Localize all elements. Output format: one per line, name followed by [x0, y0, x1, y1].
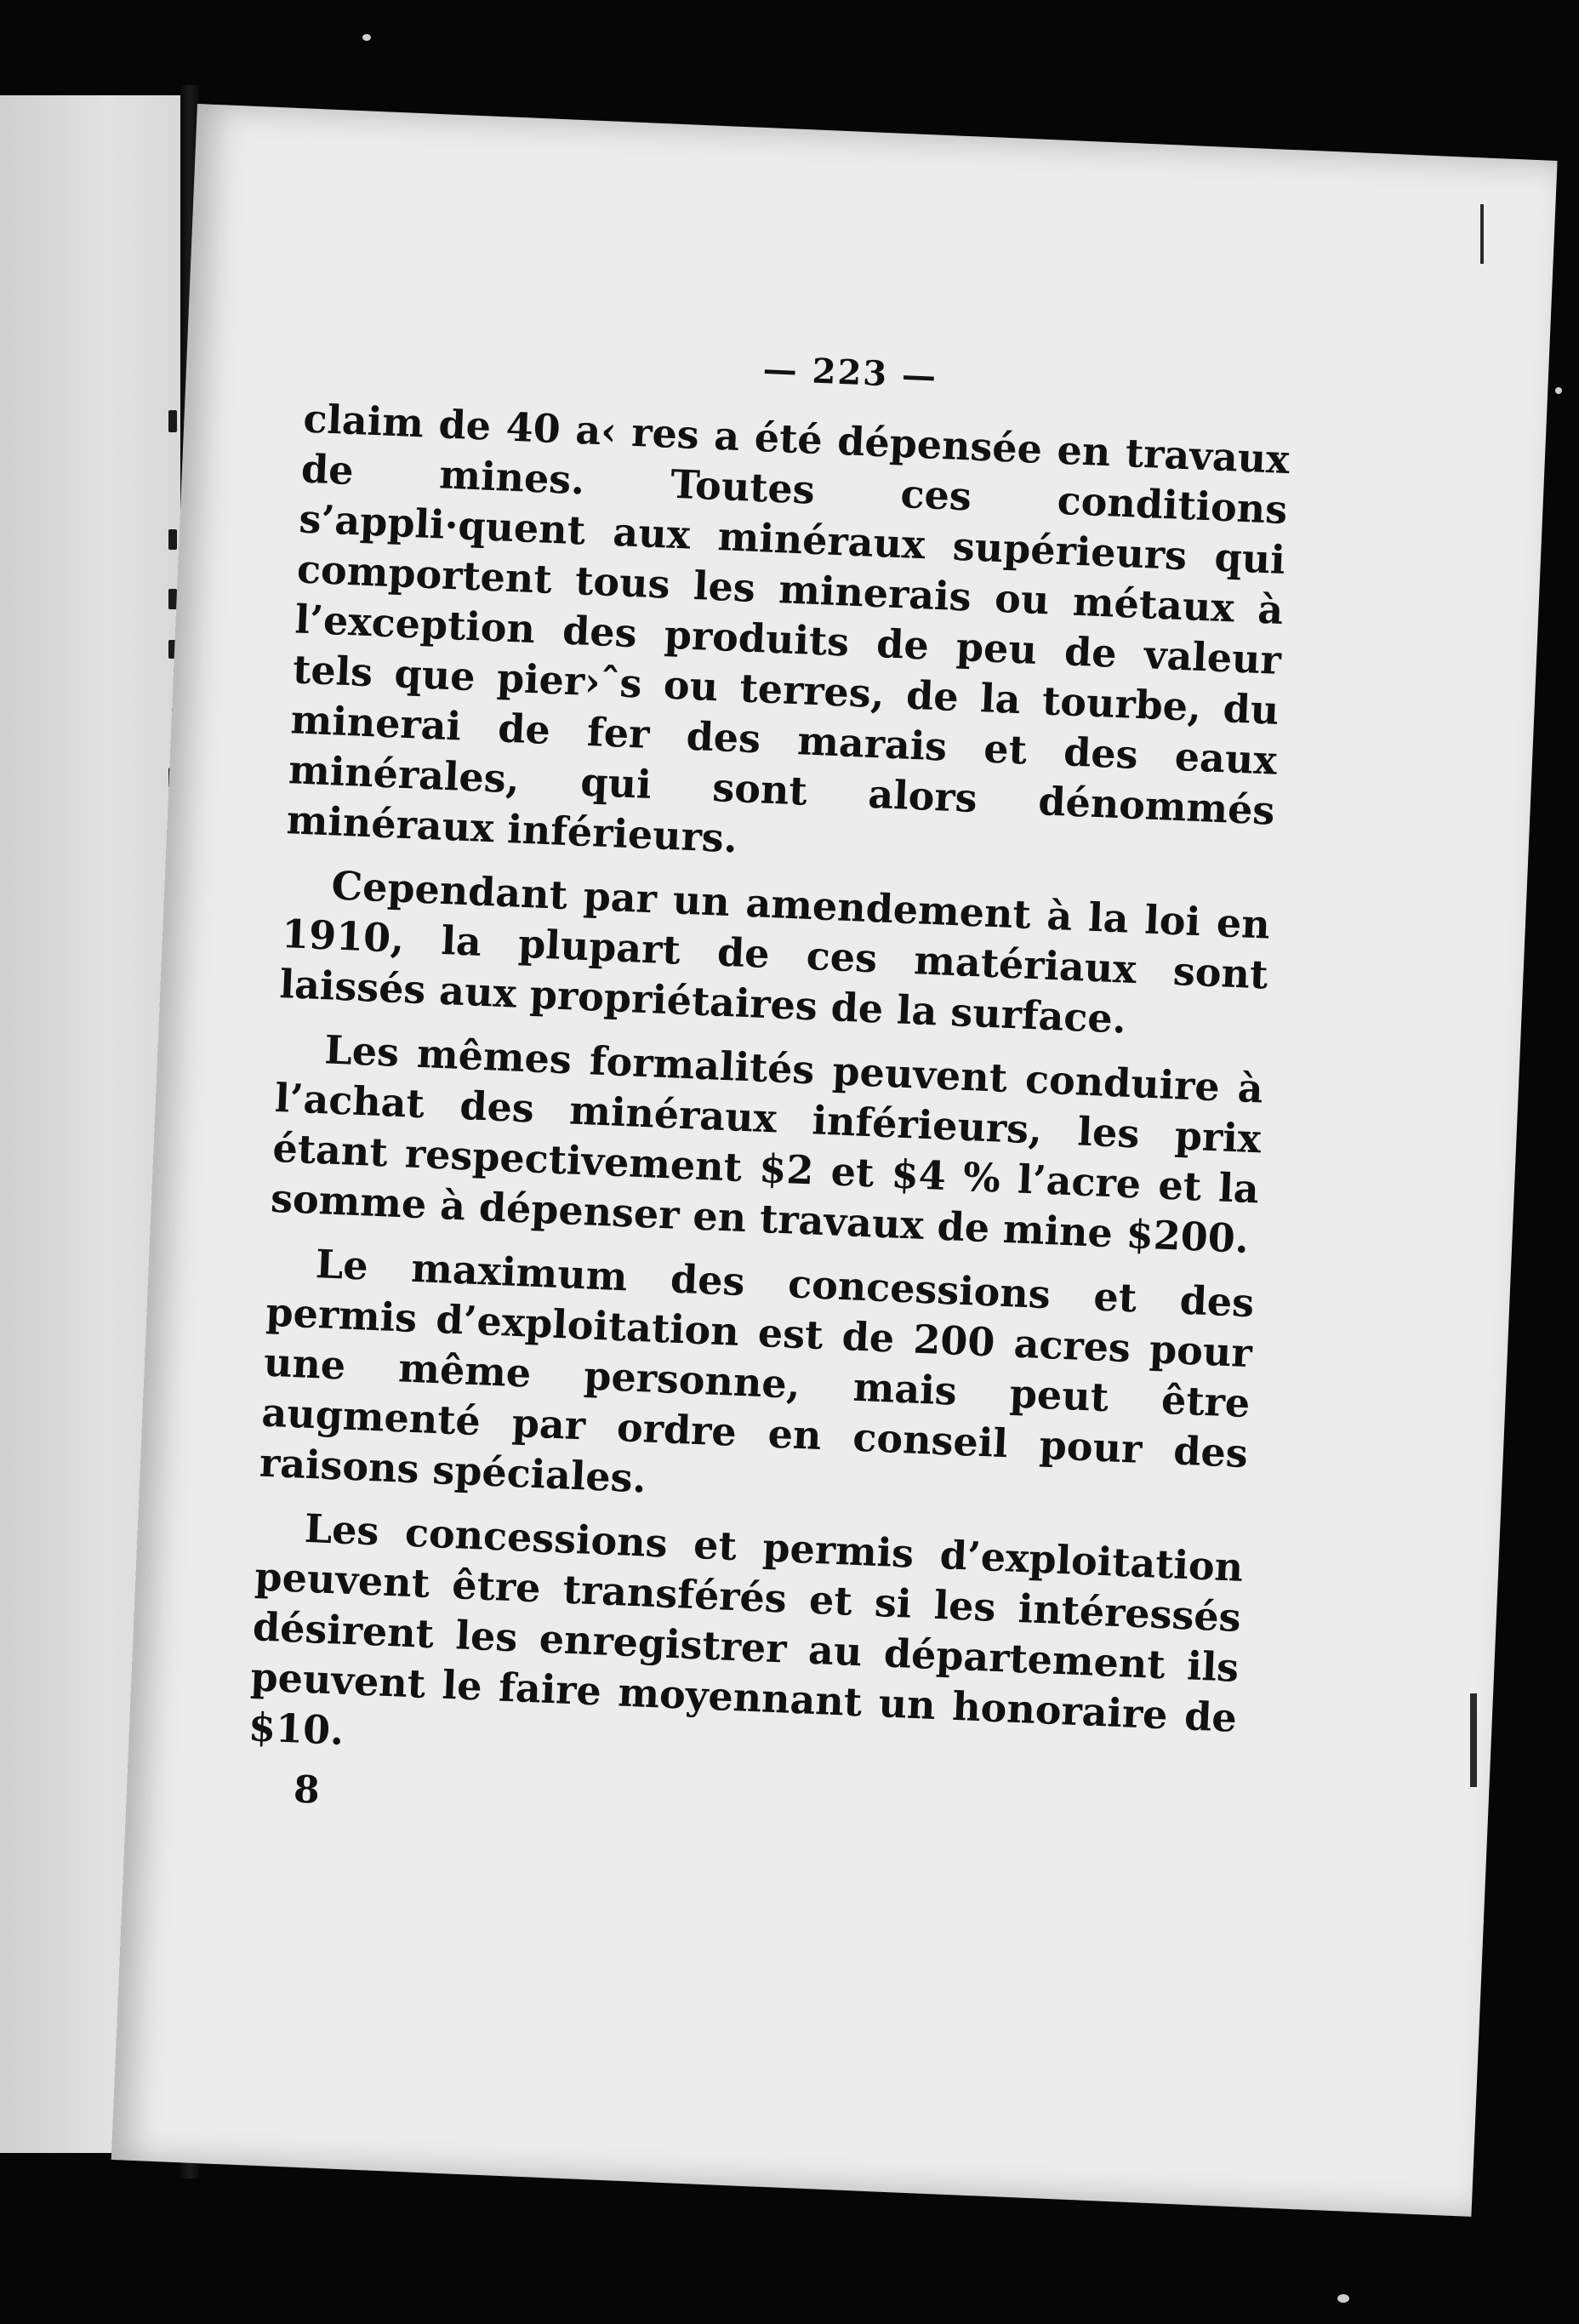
left-page-glyph-fragment [168, 410, 177, 432]
signature-mark: 8 [293, 1767, 321, 1813]
page-number: — 223 — [761, 349, 939, 397]
paragraph: Les concessions et permis d’exploitation peuvent être transférés et si les intéressés désirent les enregistrer au département ils peuvent le faire moyennant un honoraire de $10. [248, 1505, 1245, 1754]
dust-speck [362, 34, 371, 41]
paragraph: Les mêmes formalités peuvent conduire à l’achat des minéraux inférieurs, les prix étant respectivement $2 et $4 % l’acre et la somme à dépenser en travaux de mine $200. [270, 1026, 1264, 1262]
paragraph: claim de 40 a‹ res a été dépensée en travaux de mines. Toutes ces conditions s’appli·quent aux minéraux supérieurs qui comportent tous les minerais ou métaux à l’exception des produits de peu de valeur tels que pier›ˆs ou terres, de la tourbe, du minerai de fer des marais et des eaux minérales, qui sont alors dénommés minéraux inférieurs. [285, 395, 1291, 862]
right-edge-mark [1480, 204, 1484, 264]
dust-speck [1555, 387, 1562, 394]
paragraph: Cependant par un amendement à la loi en 1910, la plupart de ces matériaux sont laissés aux propriétaires de la surface. [278, 862, 1271, 1042]
dust-speck [1337, 2294, 1349, 2303]
left-page-glyph-fragment [168, 529, 177, 550]
paragraph: Le maximum des concessions et des permis d’exploitation est de 200 acres pour une même personne, mais peut être augmenté par ordre en conseil pour des raisons spéciales. [259, 1241, 1256, 1502]
book-page [111, 104, 1558, 2217]
right-edge-mark [1470, 1693, 1477, 1787]
page-text-block [245, 330, 1293, 1851]
